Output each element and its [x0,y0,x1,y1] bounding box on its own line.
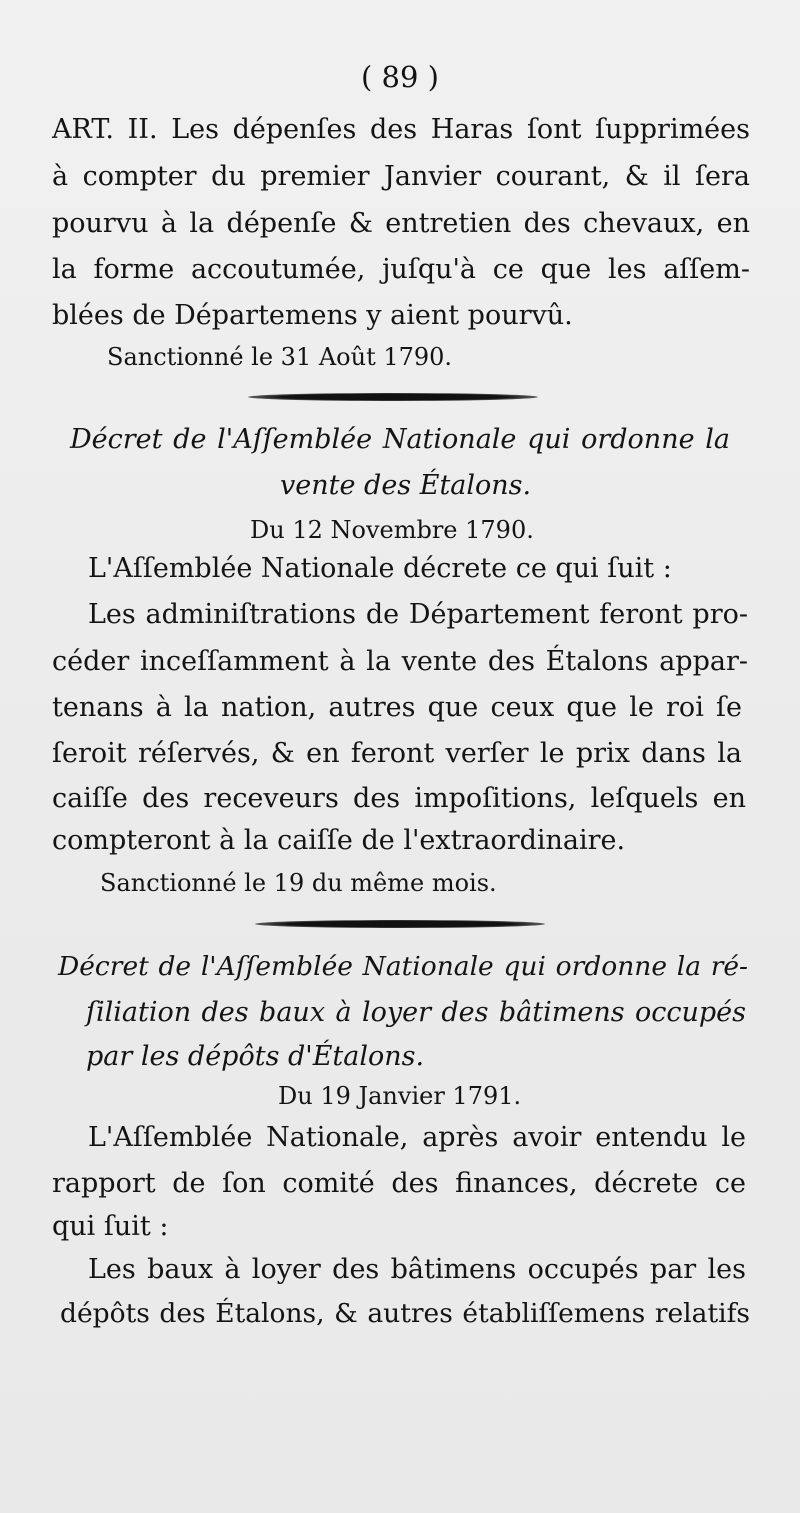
decree1-line-7: compteront à la caiſſe de l'extraordinaire. [52,825,626,856]
decree1-date: Du 12 Novembre 1790. [250,516,534,544]
decree1-line-1: L'Aſſemblée Nationale décrete ce qui ſuit : [88,553,672,584]
decree1-line-2: Les adminiſtrations de Département feront pro- [88,599,748,630]
decree2-line-4: Les baux à loyer des bâtimens occupés par les [88,1254,746,1285]
article-sanction: Sanctionné le 31 Août 1790. [107,343,453,371]
decree1-sanction: Sanctionné le 19 du même mois. [100,869,497,897]
article-line-1: ART. II. Les dépenſes des Haras ſont ſupprimées [52,114,750,145]
decree2-line-1: L'Aſſemblée Nationale, après avoir entendu le [88,1122,746,1153]
section-divider-1 [248,393,538,401]
page-number: ( 89 ) [361,60,439,94]
article-line-3: pourvu à la dépenſe & entretien des chevaux, en [52,208,750,239]
decree2-date: Du 19 Janvier 1791. [278,1082,522,1110]
decree1-line-3: céder inceſſamment à la vente des Étalons appar- [52,646,748,677]
article-line-5: blées de Départemens y aient pourvû. [52,300,573,331]
decree1-line-6: caiſſe des receveurs des impoſitions, leſquels en [52,783,746,814]
article-line-4: la forme accoutumée, juſqu'à ce que les aſſem- [52,254,750,285]
decree1-title-line-1: Décret de l'Aſſemblée Nationale qui ordonne la [70,424,730,455]
decree1-title-line-2: vente des Étalons. [280,470,532,501]
decree2-line-2: rapport de ſon comité des finances, décrete ce [52,1168,746,1199]
decree2-title-line-1: Décret de l'Aſſemblée Nationale qui ordonne la ré- [58,951,748,982]
article-line-2: à compter du premier Janvier courant, & il ſera [52,161,750,192]
decree1-line-4: tenans à la nation, autres que ceux que le roi ſe [52,692,742,723]
decree2-line-5: dépôts des Étalons, & autres établiſſemens relatifs [60,1298,750,1329]
section-divider-2 [255,920,545,928]
decree2-title-line-2: ſiliation des baux à loyer des bâtimens occupés [86,997,746,1028]
decree2-title-line-3: par les dépôts d'Étalons. [86,1041,425,1072]
decree2-line-3: qui ſuit : [52,1211,169,1242]
decree1-line-5: ſeroit réſervés, & en feront verſer le prix dans la [52,738,742,769]
